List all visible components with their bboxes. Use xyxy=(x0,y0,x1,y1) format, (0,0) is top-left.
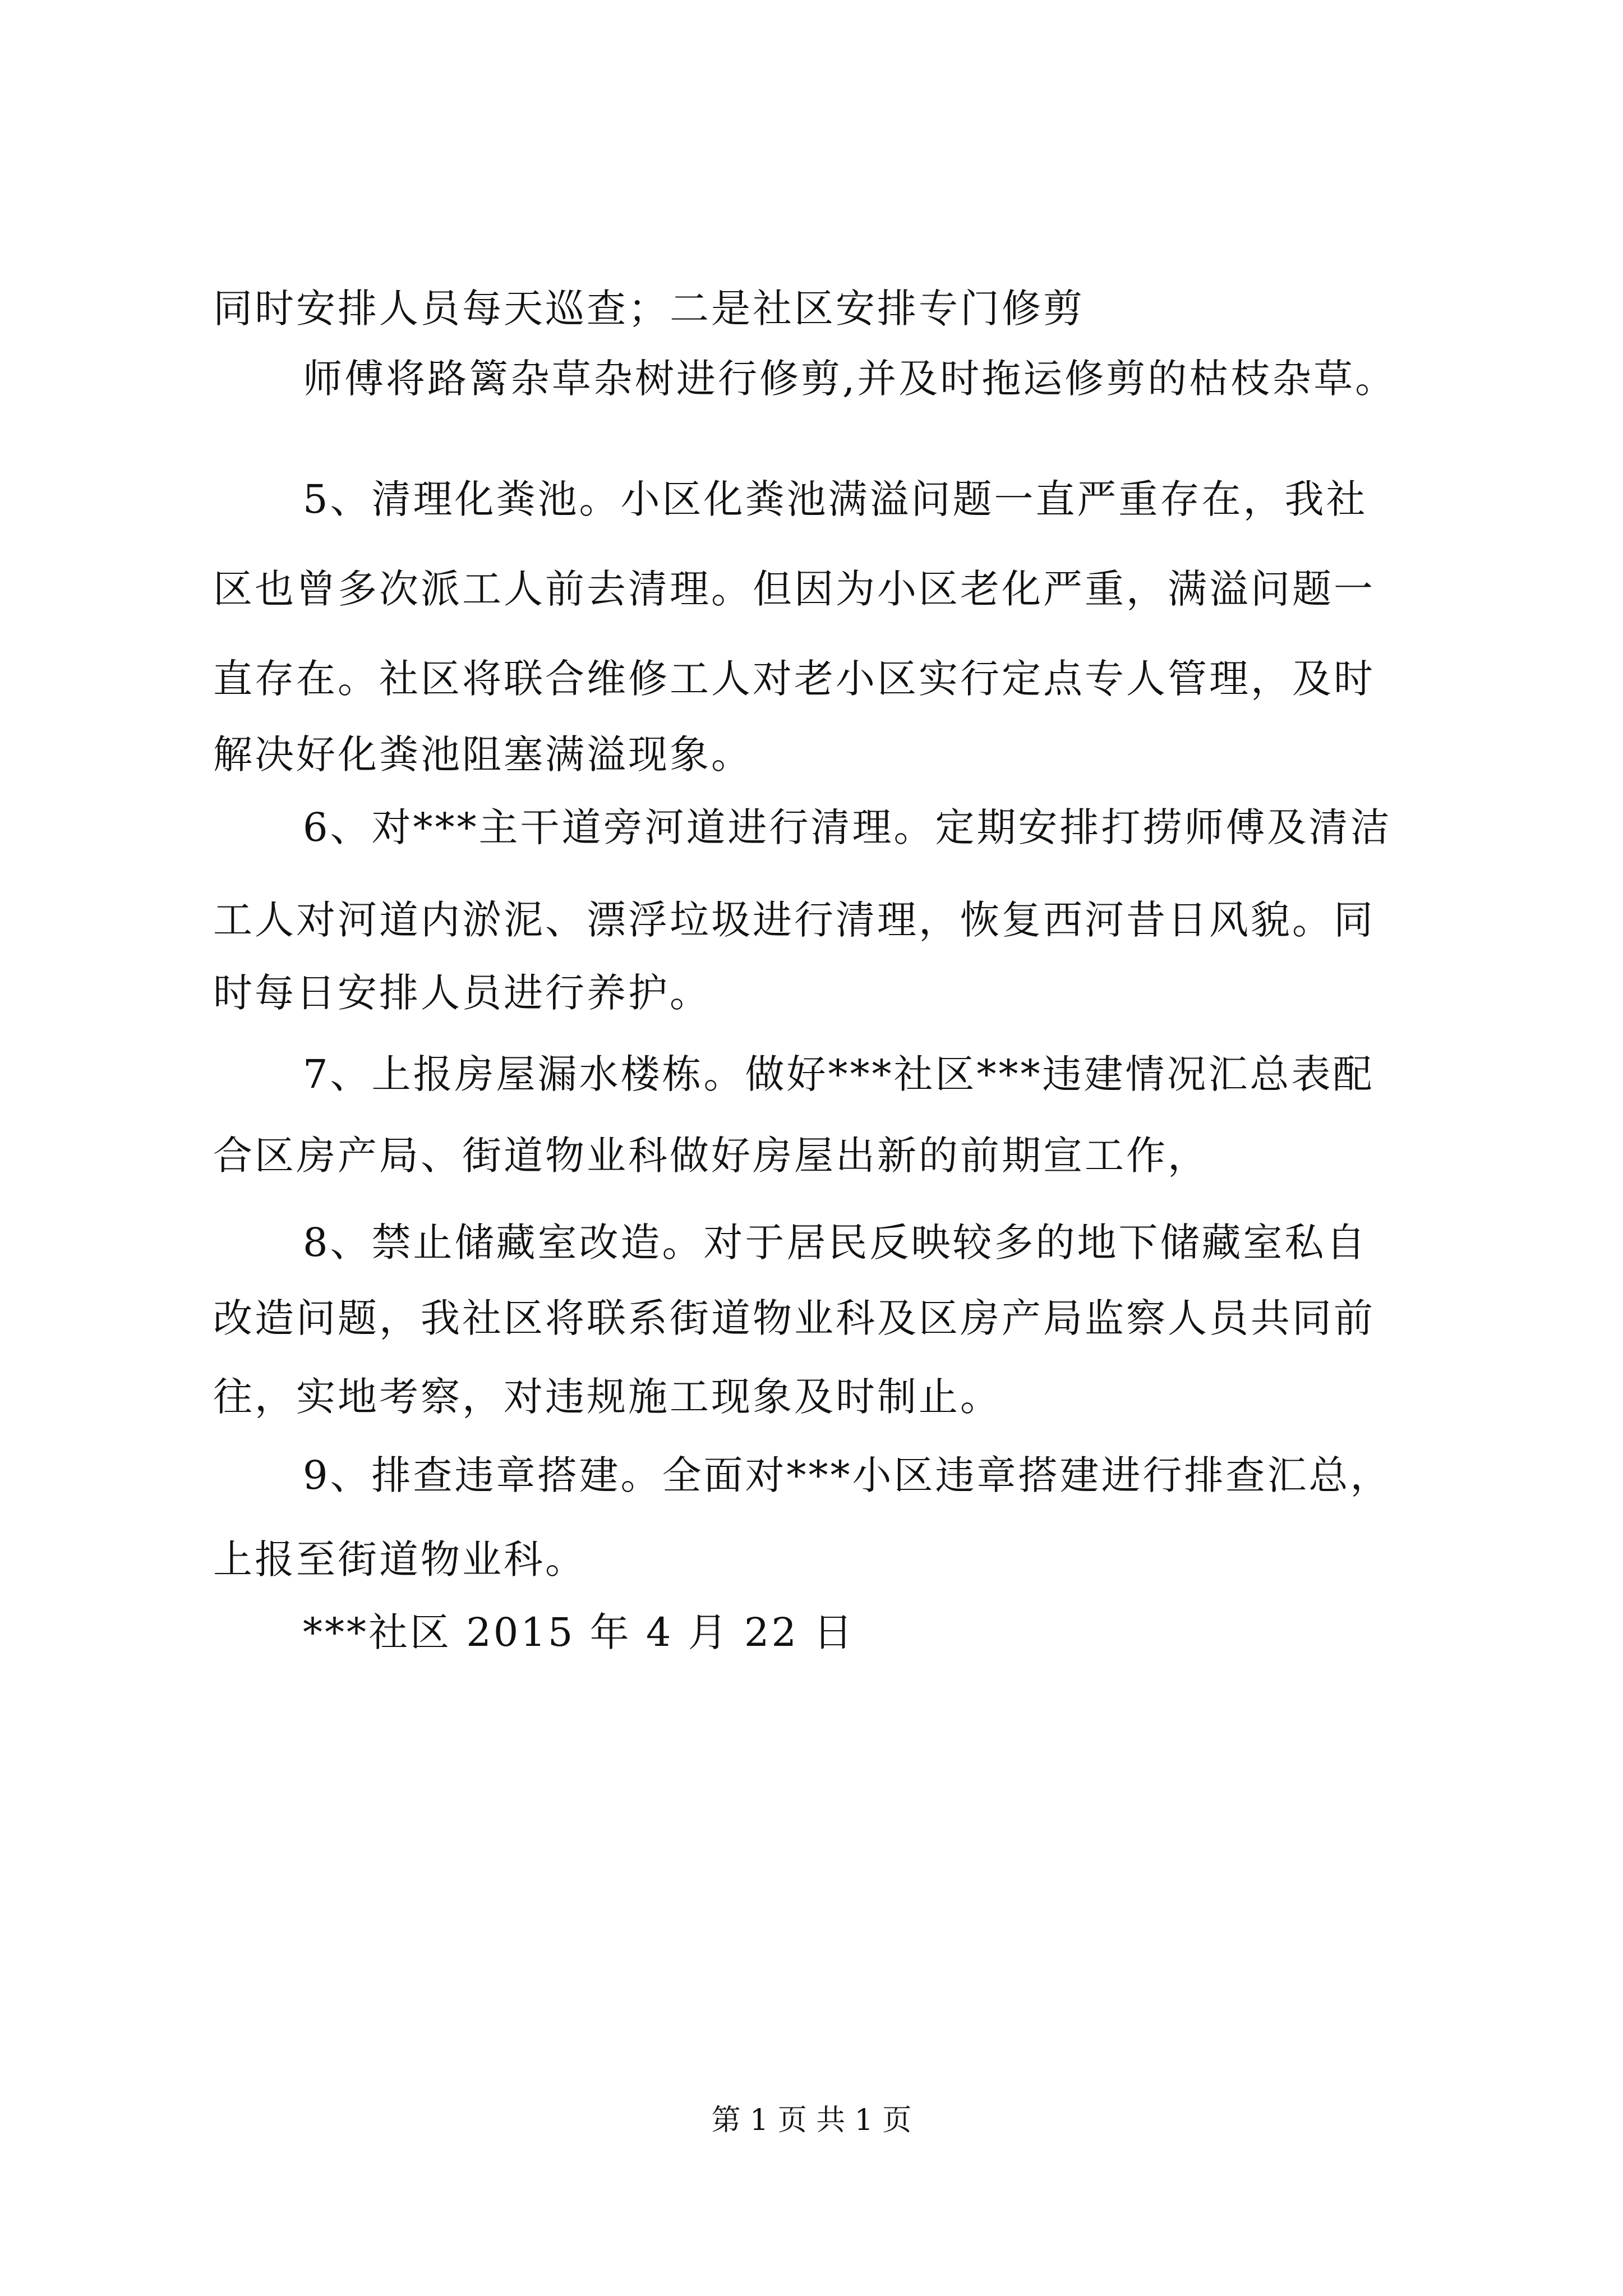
text-line-12: 8、禁止储藏室改造。对于居民反映较多的地下储藏室私自 xyxy=(303,1220,1368,1266)
page-number-footer: 第 1 页 共 1 页 xyxy=(711,2104,912,2137)
text-line-6: 解决好化粪池阻塞满溢现象。 xyxy=(213,731,753,777)
text-line-10: 7、上报房屋漏水楼栋。做好***社区***违建情况汇总表配 xyxy=(303,1051,1375,1097)
text-line-14: 往，实地考察，对违规施工现象及时制止。 xyxy=(213,1374,1002,1420)
text-line-2: 师傅将路篱杂草杂树进行修剪,并及时拖运修剪的枯枝杂草。 xyxy=(303,356,1397,402)
text-line-5: 直存在。社区将联合维修工人对老小区实行定点专人管理，及时 xyxy=(213,656,1375,702)
text-line-13: 改造问题，我社区将联系街道物业科及区房产局监察人员共同前 xyxy=(213,1295,1375,1341)
text-line-3: 5、清理化粪池。小区化粪池满溢问题一直严重存在，我社 xyxy=(303,476,1368,522)
text-line-4: 区也曾多次派工人前去清理。但因为小区老化严重，满溢问题一 xyxy=(213,566,1375,612)
text-line-16: 上报至街道物业科。 xyxy=(213,1536,587,1582)
text-line-15: 9、排查违章搭建。全面对***小区违章搭建进行排查汇总， xyxy=(303,1452,1392,1498)
signature-date: ***社区 2015 年 4 月 22 日 xyxy=(303,1609,855,1655)
text-line-9: 时每日安排人员进行养护。 xyxy=(213,970,711,1016)
text-line-11: 合区房产局、街道物业科做好房屋出新的前期宣工作， xyxy=(213,1133,1209,1179)
text-line-7: 6、对***主干道旁河道进行清理。定期安排打捞师傅及清洁 xyxy=(303,804,1392,850)
text-line-8: 工人对河道内淤泥、漂浮垃圾进行清理，恢复西河昔日风貌。同 xyxy=(213,897,1375,943)
text-line-1: 同时安排人员每天巡查；二是社区安排专门修剪 xyxy=(213,286,1085,332)
